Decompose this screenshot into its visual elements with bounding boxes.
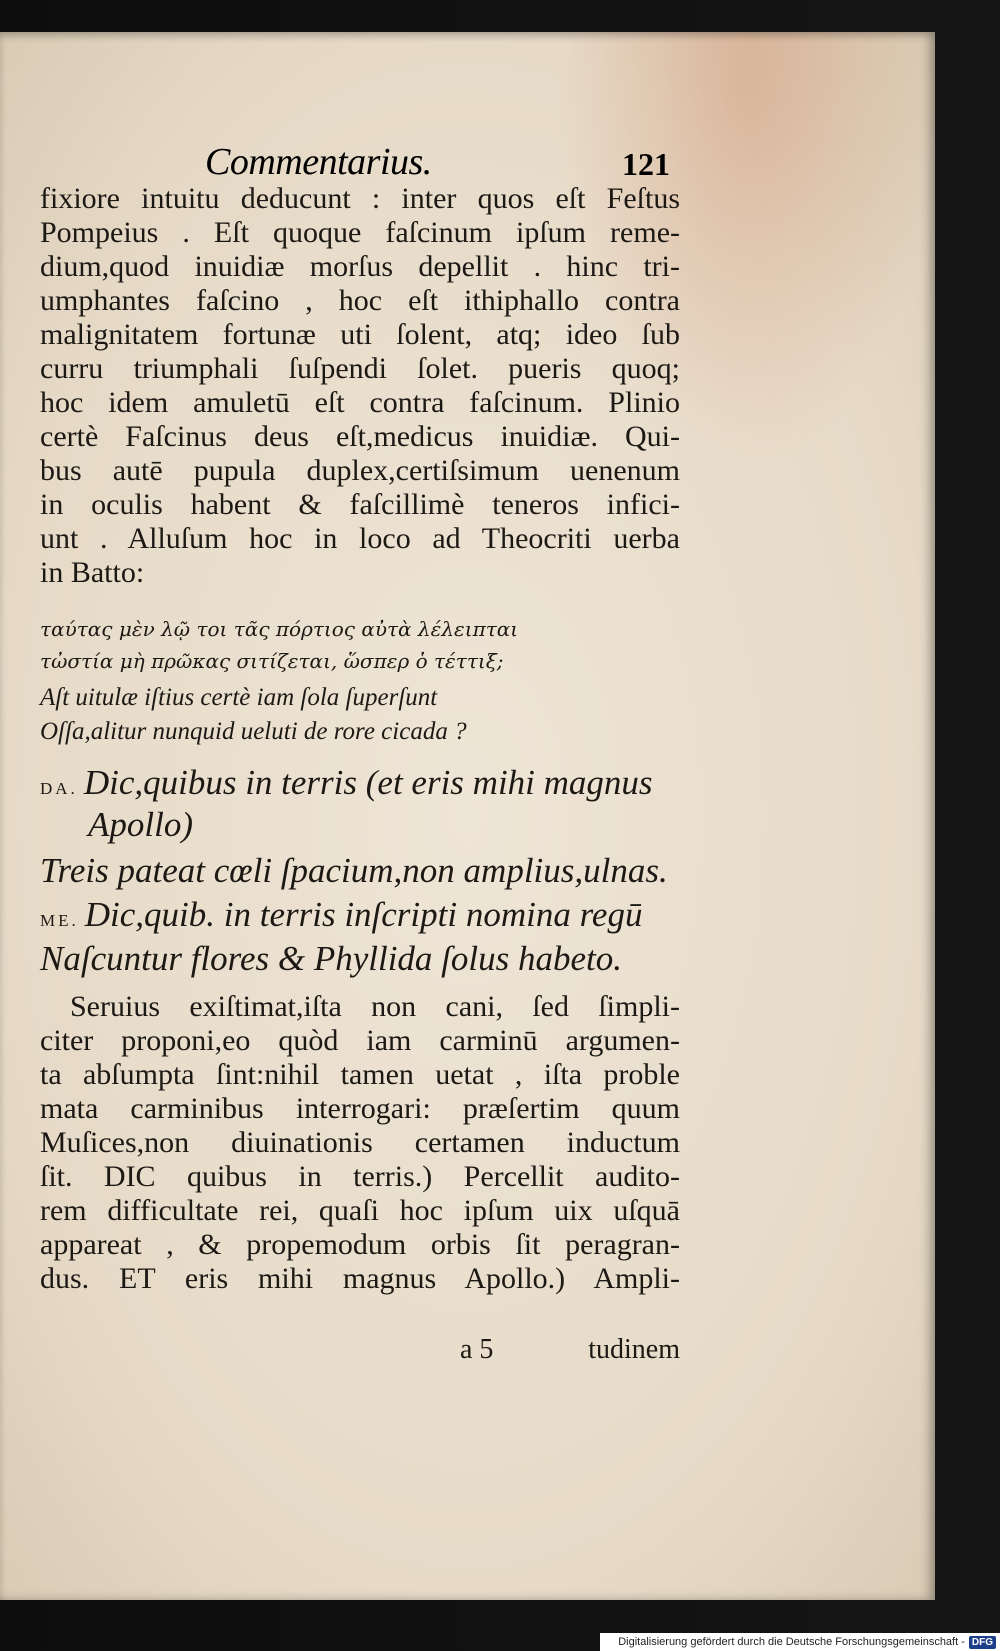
body-line: unt . Alluſum hoc in loco ad Theocriti uerba	[40, 522, 680, 555]
book-page	[0, 32, 935, 1600]
body-line: in Batto:	[40, 556, 145, 589]
latin-translation-line: Oſſa,alitur nunquid ueluti de rore cicada ?	[40, 718, 467, 745]
verse-line	[88, 804, 193, 846]
commentary-line: Muſices,non diuinationis certamen inductum	[40, 1126, 680, 1159]
verse-text: Treis pateat cœli ſpacium,non amplius,ulnas.	[40, 851, 668, 890]
verse-text: Dic,quib. in terris inſcripti nomina regū	[84, 895, 643, 934]
body-line: certè Faſcinus deus eſt,medicus inuidiæ. Qui-	[40, 420, 680, 453]
body-line: fixiore intuitu deducunt : inter quos eſt Feſtus	[40, 182, 680, 215]
body-line: umphantes faſcino , hoc eſt ithiphallo contra	[40, 284, 680, 317]
catchword: tudinem	[588, 1334, 680, 1365]
speaker-label: DA.	[40, 779, 78, 798]
running-head-title: Commentarius.	[205, 141, 432, 183]
verse-line	[40, 850, 668, 892]
catchword-line	[40, 1334, 680, 1368]
commentary-line: rem difficultate rei, quaſi hoc ipſum uix uſquā	[40, 1194, 680, 1227]
commentary-line: Seruius exiſtimat,iſta non cani, ſed ſimpli-	[70, 990, 680, 1023]
speaker-label: ME.	[40, 911, 79, 930]
footer-text: Digitalisierung gefördert durch die Deutsche Forschungsgemeinschaft -	[618, 1636, 965, 1648]
greek-verse-line: τὠστία μὴ πρῶκας σιτίζεται, ὥσπερ ὁ τέττιξ;	[40, 649, 504, 673]
digitization-footer	[600, 1633, 1000, 1651]
verse-text: Naſcuntur flores & Phyllida ſolus habeto.	[40, 939, 623, 978]
commentary-line: ſit. DIC quibus in terris.) Percellit audito-	[40, 1160, 680, 1193]
body-line: in oculis habent & faſcillimè teneros infici-	[40, 488, 680, 521]
page-number: 121	[622, 146, 670, 182]
commentary-line: citer proponi,eo quòd iam carminū argumen-	[40, 1024, 680, 1057]
greek-verse-line: ταύτας μὲν λῷ τοι τᾶς πόρτιος αὐτὰ λέλειπται	[40, 617, 519, 641]
body-line: curru triumphali ſuſpendi ſolet. pueris quoq;	[40, 352, 680, 385]
body-line: Pompeius . Eſt quoque faſcinum ipſum reme-	[40, 216, 680, 249]
body-line: hoc idem amuletū eſt contra faſcinum. Plinio	[40, 386, 680, 419]
commentary-line: appareat , & propemodum orbis ſit peragran-	[40, 1228, 680, 1261]
body-line: bus autē pupula duplex,certiſsimum uenenum	[40, 454, 680, 487]
commentary-line: mata carminibus interrogari: præſertim quum	[40, 1092, 680, 1125]
dfg-logo: DFG	[969, 1636, 996, 1649]
body-line: dium,quod inuidiæ morſus depellit . hinc tri-	[40, 250, 680, 283]
body-line: malignitatem fortunæ uti ſolent, atq; ideo ſub	[40, 318, 680, 351]
verse-line	[40, 762, 653, 810]
commentary-line: ta abſumpta ſint:nihil tamen uetat , iſta proble	[40, 1058, 680, 1091]
verse-text: Apollo)	[88, 805, 193, 844]
verse-line	[40, 894, 642, 942]
verse-text: Dic,quibus in terris (et eris mihi magnus	[83, 763, 653, 802]
commentary-line: dus. ET eris mihi magnus Apollo.) Ampli-	[40, 1262, 680, 1295]
verse-line	[40, 938, 622, 980]
signature-mark: a 5	[460, 1334, 494, 1365]
latin-translation-line: Aſt uitulæ iſtius certè iam ſola ſuperſunt	[40, 684, 438, 711]
